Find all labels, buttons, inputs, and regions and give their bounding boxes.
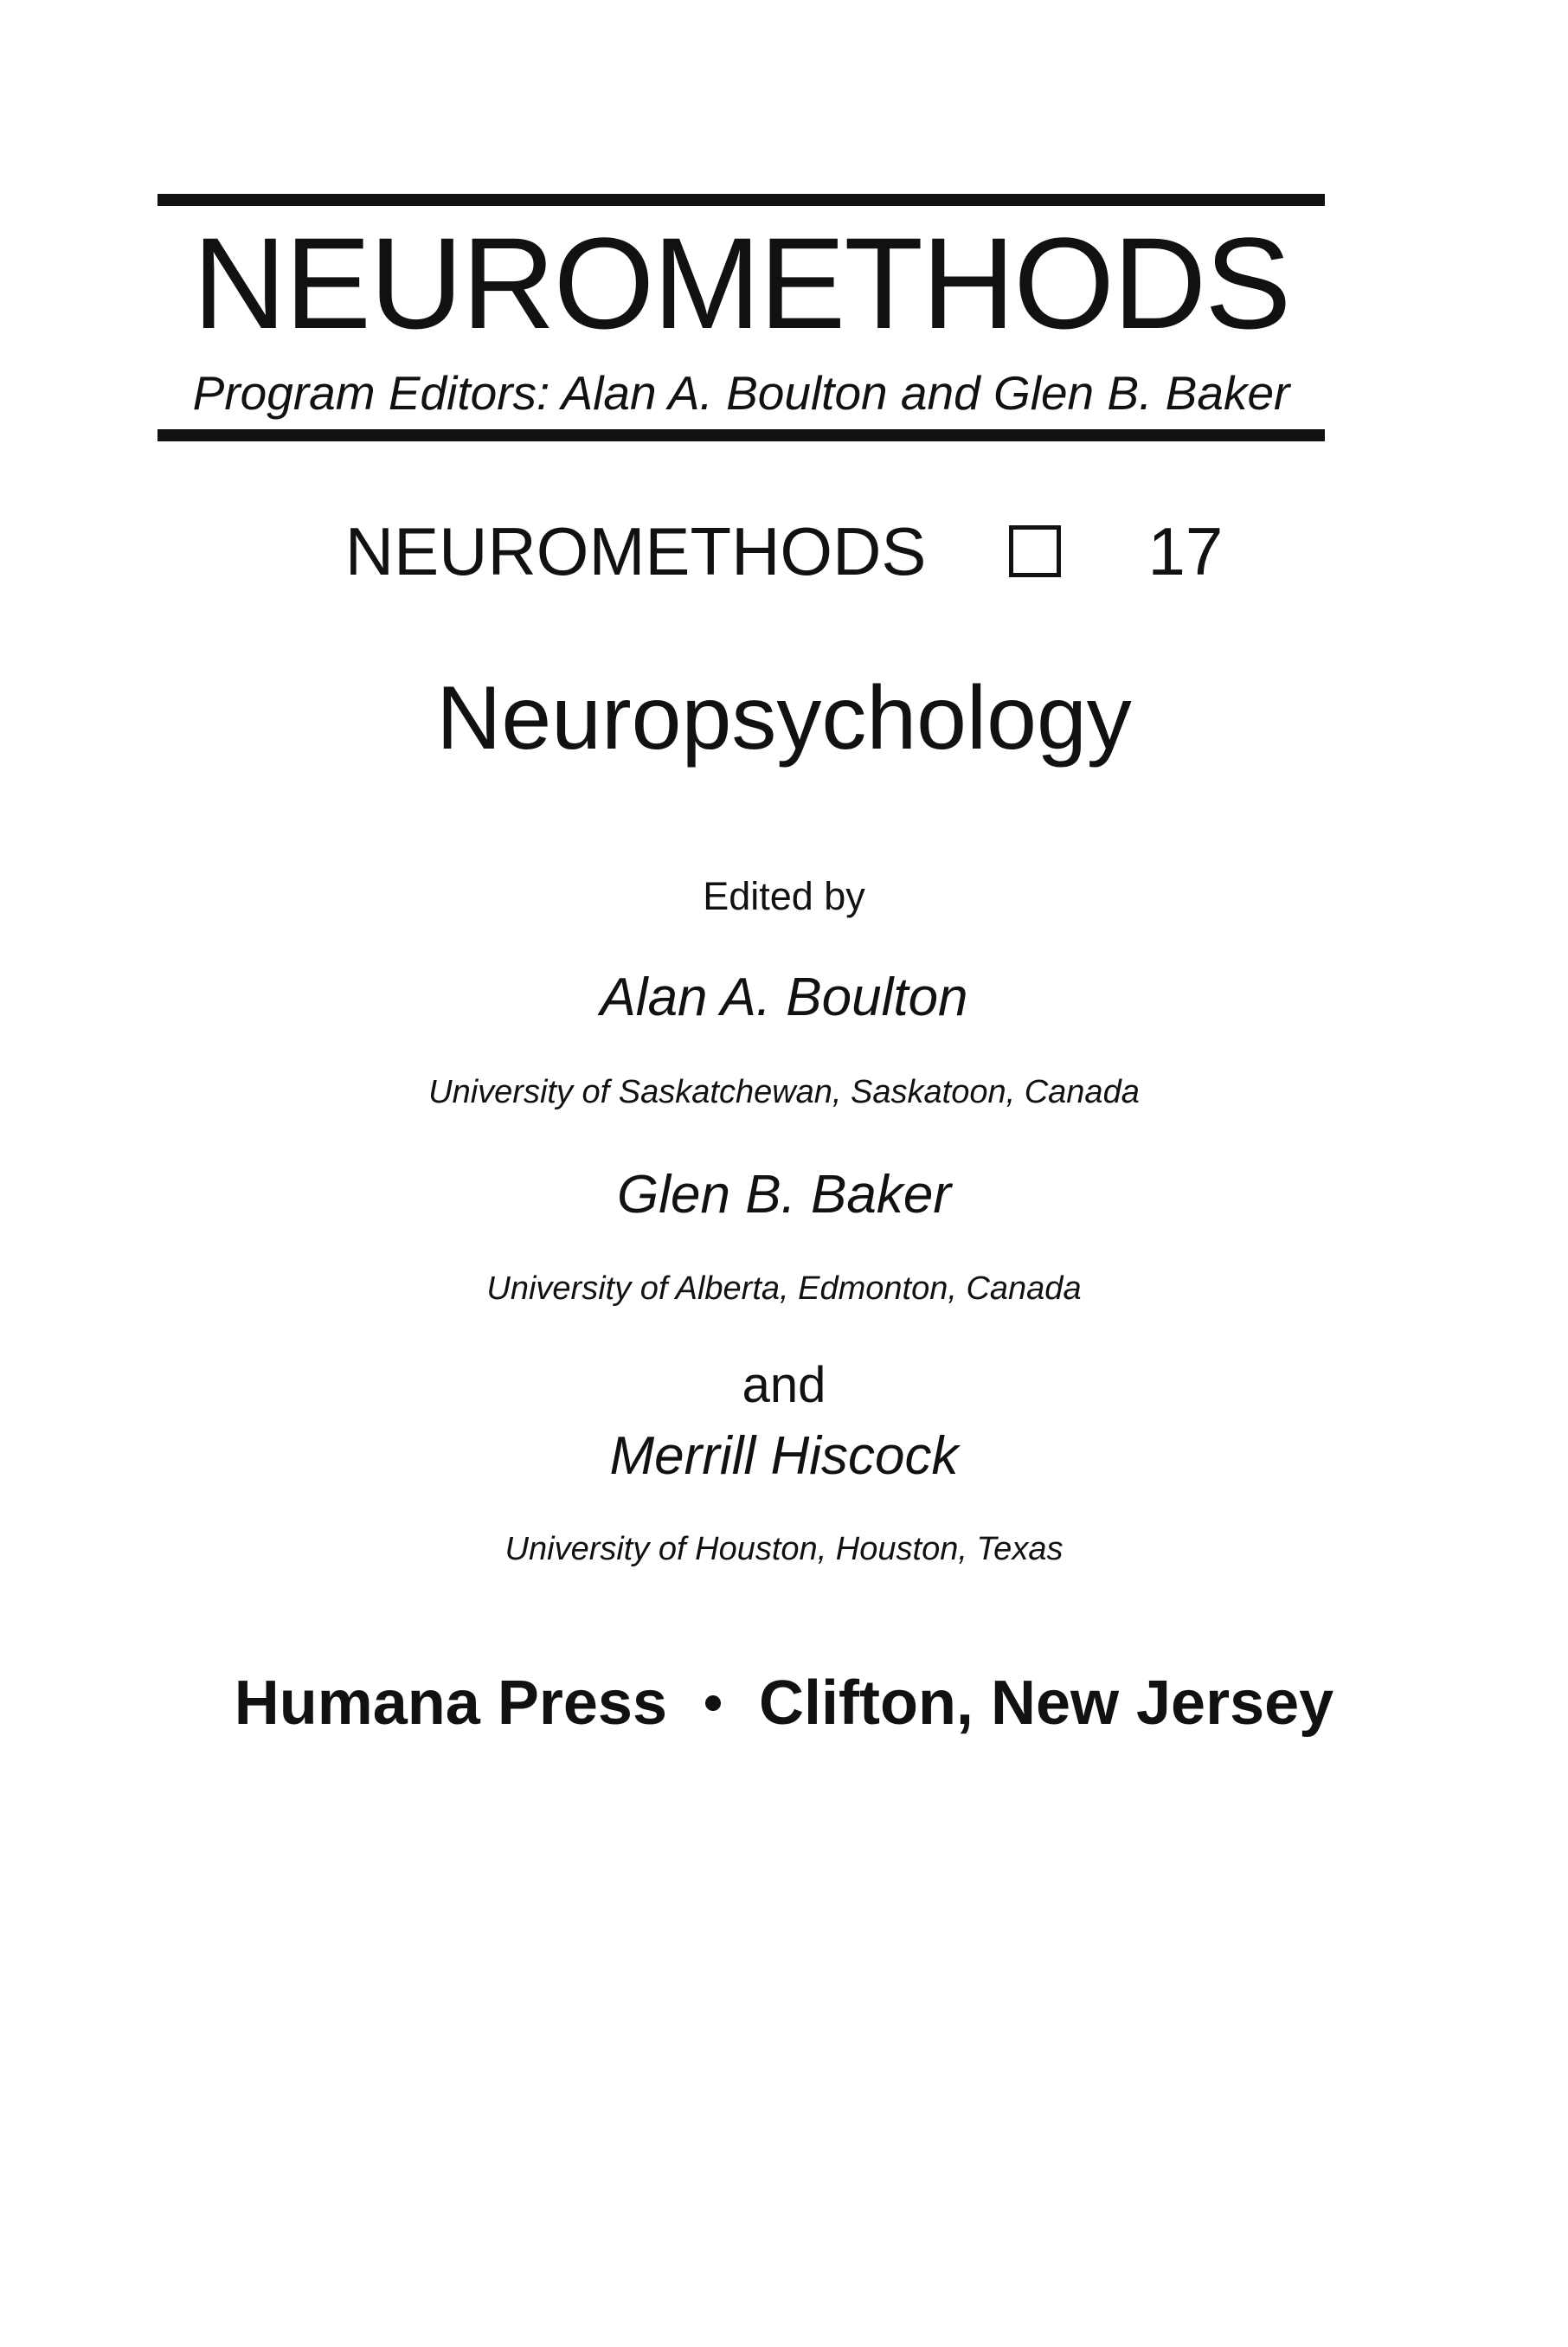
publisher-location: Clifton, New Jersey	[759, 1669, 1334, 1738]
publisher-line	[0, 1669, 1568, 1738]
volume-line	[0, 513, 1568, 589]
editor-name: Merrill Hiscock	[609, 1426, 959, 1486]
volume-series-name: NEUROMETHODS	[344, 513, 927, 589]
volume-number: 17	[1147, 513, 1224, 589]
conjunction-and: and	[742, 1357, 826, 1413]
editor-name: Alan A. Boulton	[600, 968, 968, 1027]
top-rule	[157, 194, 1325, 206]
program-editors: Program Editors: Alan A. Boulton and Glen B. Baker	[192, 366, 1290, 420]
bullet-icon	[705, 1695, 721, 1711]
editor-affiliation: University of Alberta, Edmonton, Canada	[486, 1270, 1082, 1307]
publisher-name: Humana Press	[234, 1669, 668, 1738]
series-title: NEUROMETHODS	[192, 210, 1290, 356]
checkbox-icon	[1009, 525, 1061, 577]
edited-by-label: Edited by	[703, 874, 865, 918]
bottom-rule	[157, 429, 1325, 441]
book-title: Neuropsychology	[436, 668, 1132, 768]
editor-name: Glen B. Baker	[617, 1165, 951, 1225]
editor-affiliation: University of Saskatchewan, Saskatoon, Canada	[428, 1074, 1140, 1110]
editor-affiliation: University of Houston, Houston, Texas	[504, 1531, 1064, 1567]
